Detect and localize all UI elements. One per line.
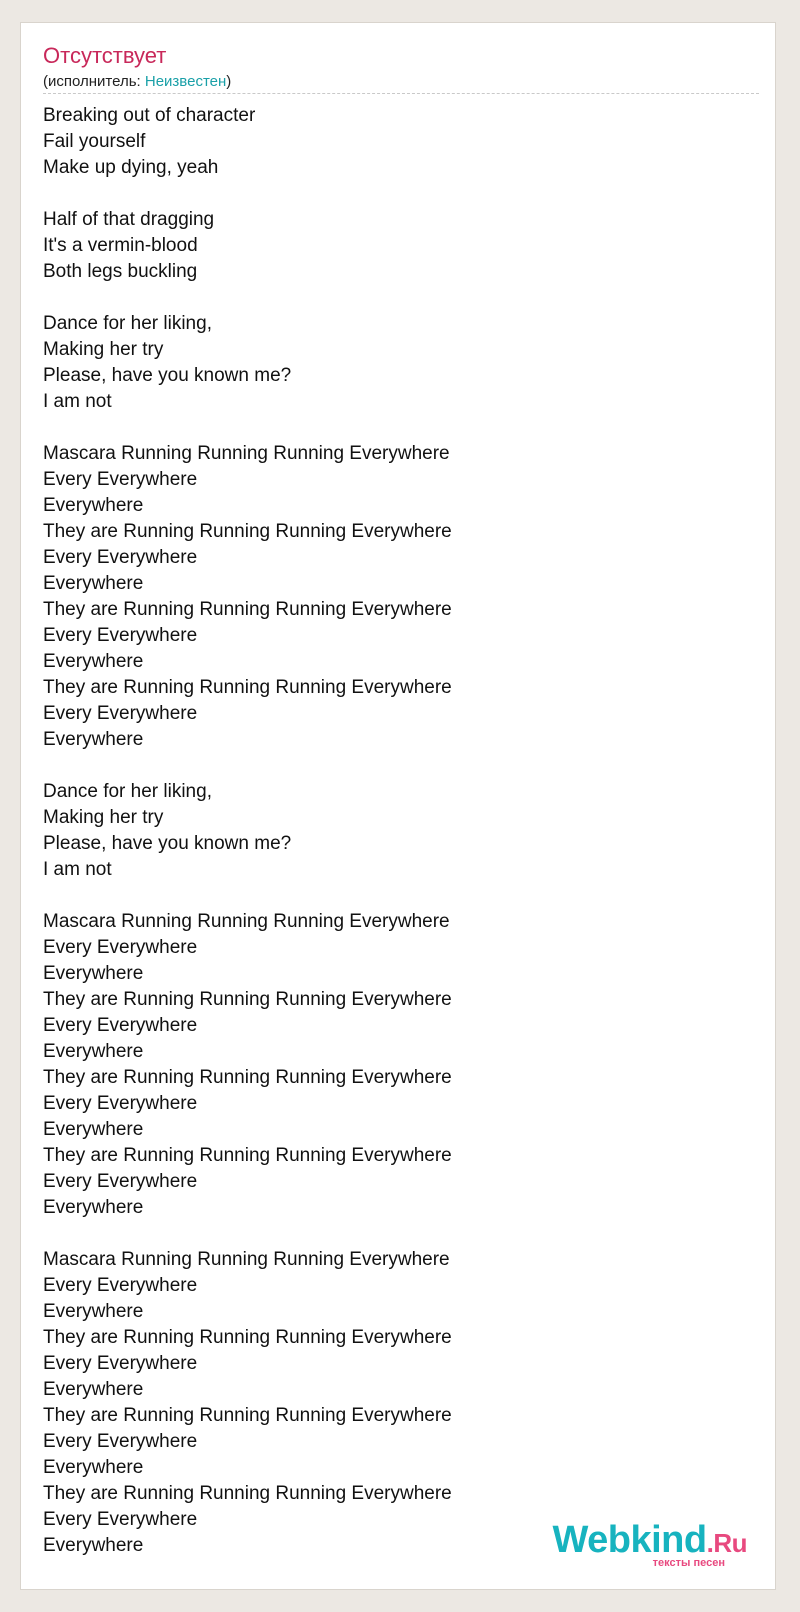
- webkind-logo[interactable]: [552, 1520, 747, 1569]
- lyric-line: Everywhere: [43, 573, 144, 594]
- lyric-line: Everywhere: [43, 495, 144, 516]
- lyric-line: Everywhere: [43, 1041, 144, 1062]
- lyric-line: Every Everywhere: [43, 1275, 198, 1296]
- artist-link[interactable]: Неизвестен: [144, 73, 227, 90]
- lyric-line: Mascara Running Running Running Everywhere: [43, 911, 450, 932]
- lyric-line: Every Everywhere: [43, 1431, 198, 1452]
- lyric-line: They are Running Running Running Everywhere: [43, 1145, 452, 1166]
- lyric-line: It's a vermin-blood: [43, 235, 198, 256]
- lyric-line: Every Everywhere: [43, 1353, 198, 1374]
- lyric-line: Everywhere: [43, 1535, 144, 1556]
- lyric-line: Every Everywhere: [43, 1171, 198, 1192]
- lyric-line: Please, have you known me?: [43, 365, 292, 386]
- lyric-line: Everywhere: [43, 651, 144, 672]
- lyric-line: Breaking out of character: [43, 105, 256, 126]
- lyric-line: Every Everywhere: [43, 469, 198, 490]
- lyric-line: Dance for her liking,: [43, 313, 212, 334]
- lyric-line: Dance for her liking,: [43, 781, 212, 802]
- lyric-line: Everywhere: [43, 729, 144, 750]
- lyric-line: Mascara Running Running Running Everywhere: [43, 1249, 450, 1270]
- stanza-gap: [43, 285, 743, 311]
- artist-line: [43, 73, 231, 91]
- logo-name: Webkind: [552, 1519, 707, 1561]
- lyric-line: Everywhere: [43, 1301, 144, 1322]
- lyric-line: Everywhere: [43, 1119, 144, 1140]
- lyric-line: Every Everywhere: [43, 1509, 198, 1530]
- lyric-line: Make up dying, yeah: [43, 157, 219, 178]
- lyric-line: Every Everywhere: [43, 703, 198, 724]
- lyric-line: Half of that dragging: [43, 209, 215, 230]
- lyric-line: Making her try: [43, 807, 164, 828]
- stanza-gap: [43, 1221, 743, 1247]
- lyric-line: Everywhere: [43, 1197, 144, 1218]
- artist-prefix: (исполнитель:: [43, 73, 145, 90]
- logo-tagline: тексты песен: [652, 1557, 725, 1569]
- lyric-line: They are Running Running Running Everywhere: [43, 1483, 452, 1504]
- artist-suffix: ): [226, 73, 232, 90]
- lyric-line: They are Running Running Running Everywhere: [43, 1067, 452, 1088]
- stanza-gap: [43, 753, 743, 779]
- lyrics-card: [20, 22, 776, 1590]
- lyric-line: I am not: [43, 391, 112, 412]
- lyric-line: Both legs buckling: [43, 261, 198, 282]
- lyric-line: Please, have you known me?: [43, 833, 292, 854]
- stanza-gap: [43, 883, 743, 909]
- lyric-line: They are Running Running Running Everywhere: [43, 521, 452, 542]
- lyric-line: Every Everywhere: [43, 1015, 198, 1036]
- lyrics-body: [43, 103, 743, 1559]
- lyric-line: Every Everywhere: [43, 937, 198, 958]
- lyric-line: They are Running Running Running Everywhere: [43, 677, 452, 698]
- lyric-line: Fail yourself: [43, 131, 146, 152]
- divider: [43, 93, 759, 94]
- lyric-line: Every Everywhere: [43, 547, 198, 568]
- stanza-gap: [43, 415, 743, 441]
- lyric-line: They are Running Running Running Everywhere: [43, 1405, 452, 1426]
- lyric-line: Making her try: [43, 339, 164, 360]
- song-title: Отсутствует: [43, 43, 167, 68]
- logo-tld: .Ru: [706, 1528, 747, 1558]
- lyric-line: Every Everywhere: [43, 1093, 198, 1114]
- lyric-line: Everywhere: [43, 1379, 144, 1400]
- lyric-line: Every Everywhere: [43, 625, 198, 646]
- lyric-line: Everywhere: [43, 1457, 144, 1478]
- lyric-line: They are Running Running Running Everywhere: [43, 1327, 452, 1348]
- lyric-line: Mascara Running Running Running Everywhere: [43, 443, 450, 464]
- stanza-gap: [43, 181, 743, 207]
- lyric-line: They are Running Running Running Everywhere: [43, 599, 452, 620]
- lyric-line: I am not: [43, 859, 112, 880]
- lyric-line: They are Running Running Running Everywhere: [43, 989, 452, 1010]
- lyric-line: Everywhere: [43, 963, 144, 984]
